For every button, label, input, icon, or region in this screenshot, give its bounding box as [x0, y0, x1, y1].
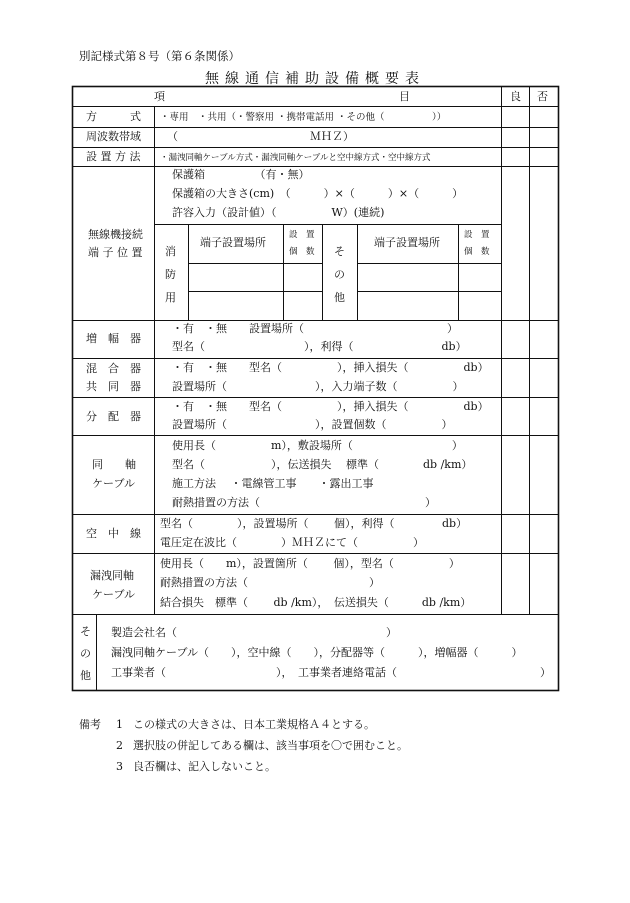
- mixer-line-1: ・有 ・無 型名（ ），挿入損失（ db）: [172, 361, 489, 374]
- other-count-header-2: 個 数: [464, 247, 490, 257]
- note-number: 3: [116, 760, 123, 773]
- amplifier-line-1: ・有 ・無 設置場所（ ）: [172, 322, 458, 335]
- note-text: 選択肢の併記してある欄は、該当事項を〇で囲むこと。: [133, 739, 408, 752]
- method-options: ・専用 ・共用（・警察用 ・携帯電話用 ・その他（ ））: [160, 112, 447, 123]
- others-label-2: の: [80, 647, 91, 660]
- fire-place-header: 端子設置場所: [200, 236, 266, 249]
- fire-label-2: 防: [165, 268, 176, 281]
- fire-count-header-1: 設 置: [289, 230, 315, 240]
- notes: [79, 714, 408, 777]
- divider-line-2: 設置場所（ ），設置個数（ ）: [172, 418, 453, 431]
- band-field: （ ＭＨＺ）: [167, 130, 354, 143]
- row-label-method: 方 式: [86, 110, 141, 123]
- others-counts: 漏洩同軸ケーブル（ ），空中線（ ），分配器等（ ），増幅器（ ）: [111, 646, 523, 659]
- row-label-amplifier: 増 幅 器: [86, 332, 141, 345]
- leaky-line-3: 結合損失 標準（ db /km）， 伝送損失（ db /km）: [160, 596, 472, 609]
- fire-count-header-2: 個 数: [289, 247, 315, 257]
- other-count-header-1: 設 置: [464, 230, 490, 240]
- row-label-combiner: 共 同 器: [86, 380, 141, 393]
- row-label-leaky-1: 漏洩同軸: [90, 569, 134, 582]
- other-label-1: そ: [334, 245, 345, 258]
- note-item: [79, 756, 408, 777]
- row-label-terminal-2: 端 子 位 置: [88, 246, 143, 259]
- note-text: この様式の大きさは、日本工業規格Ａ４とする。: [133, 718, 375, 731]
- header-item: 項: [154, 90, 165, 103]
- antenna-line-1: 型名（ ），設置場所（ 個），利得（ db）: [160, 517, 468, 530]
- divider-line-1: ・有 ・無 型名（ ），挿入損失（ db）: [172, 400, 489, 413]
- notes-prefix: 備考: [79, 718, 101, 731]
- row-label-mixer: 混 合 器: [86, 362, 141, 375]
- others-label-3: 他: [80, 669, 91, 682]
- coax-line-2: 型名（ ），伝送損失 標準（ db /km）: [172, 458, 473, 471]
- row-label-install: 設 置 方 法: [86, 150, 141, 163]
- header-bad: 否: [537, 90, 548, 103]
- note-text: 良否欄は、記入しないこと。: [133, 760, 276, 773]
- row-label-terminal-1: 無線機接続: [88, 228, 143, 241]
- row-label-coax-2: ケーブル: [92, 477, 136, 490]
- fire-label-1: 消: [165, 245, 176, 258]
- other-place-header: 端子設置場所: [374, 236, 440, 249]
- note-number: 2: [116, 739, 123, 752]
- coax-line-3: 施工方法 ・電線管工事 ・露出工事: [172, 477, 374, 490]
- form-number-label: 別記様式第８号（第６条関係）: [79, 49, 240, 63]
- row-label-band: 周波数帯域: [86, 130, 141, 143]
- leaky-line-2: 耐熱措置の方法（ ）: [160, 576, 380, 589]
- row-label-divider: 分 配 器: [86, 410, 141, 423]
- other-label-3: 他: [334, 291, 345, 304]
- others-contractor: 工事業者（ ）， 工事業者連絡電話（ ）: [111, 666, 551, 679]
- leaky-line-1: 使用長（ m），設置箇所（ 個），型名（ ）: [160, 557, 460, 570]
- row-label-coax-1: 同 軸: [92, 458, 136, 471]
- note-item: [79, 714, 408, 735]
- header-good: 良: [510, 90, 521, 103]
- protect-box-size: 保護箱の大きさ(cm) （ ）×（ ）×（ ）: [172, 187, 464, 200]
- fire-label-3: 用: [165, 291, 176, 304]
- row-label-antenna: 空 中 線: [86, 527, 141, 540]
- antenna-line-2: 電圧定在波比（ ）ＭＨＺにて（ ）: [160, 536, 424, 549]
- coax-line-1: 使用長（ m），敷設場所（ ）: [172, 439, 463, 452]
- allowed-input: 許容入力（設計値）（ W）(連続): [172, 206, 385, 219]
- note-number: 1: [116, 718, 123, 731]
- amplifier-line-2: 型名（ ），利得（ db）: [172, 340, 467, 353]
- protect-box: 保護箱 （有・無）: [172, 168, 310, 181]
- header-detail: 目: [399, 90, 410, 103]
- others-label-1: そ: [80, 625, 91, 638]
- others-maker: 製造会社名（ ）: [111, 626, 397, 639]
- coax-line-4: 耐熱措置の方法（ ）: [172, 496, 436, 509]
- mixer-line-2: 設置場所（ ），入力端子数（ ）: [172, 380, 464, 393]
- other-label-2: の: [334, 268, 345, 281]
- install-options: ・漏洩同軸ケーブル方式・漏洩同軸ケーブルと空中線方式・空中線方式: [160, 153, 431, 163]
- note-item: [79, 735, 408, 756]
- row-label-leaky-2: ケーブル: [92, 588, 136, 601]
- form-title: 無線通信補助設備概要表: [205, 71, 425, 87]
